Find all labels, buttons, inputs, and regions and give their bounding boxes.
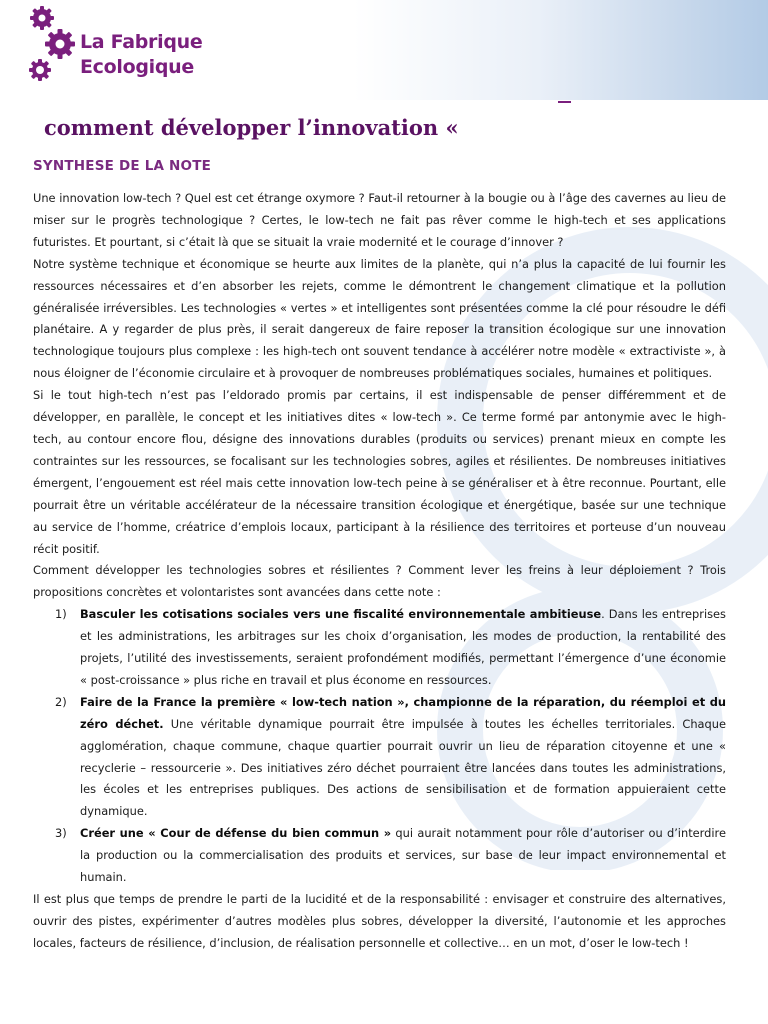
list-item	[33, 823, 726, 889]
proposition-text: Une véritable dynamique pourrait être impulsée à toutes les échelles territoriales. Chaque agglomération, chaque commune, chaque quartier pourrait ouvrir un lieu de réparation citoyenne et une « recyclerie – ressourcerie ». Des initiatives zéro déchet pourraient être lancées dans toutes les administrations, les écoles et les entreprises publiques. Des actions de sensibilisation et de formation appuieraient cette dynamique.	[80, 716, 726, 819]
paragraph-low-tech: Si le tout high-tech n’est pas l’eldorado promis par certains, il est indispensable de penser différemment et de développer, en parallèle, le concept et les initiatives dites « low-tech ». Ce terme formé par antonymie avec le high-tech, au contour encore flou, désigne des innovations durables (produits ou services) prenant mieux en compte les contraintes sur les ressources, se focalisant sur les technologies sobres, agiles et résilientes. De nombreuses initiatives émergent, l’engouement est réel mais cette innovation low-tech peine à se généraliser et à être reconnue. Pourtant, elle pourrait être un véritable accélérateur de la nécessaire transition écologique et énergétique, basée sur une technique au service de l’homme, créatrice d’emplois locaux, participant à la résilience des territoires et porteuse d’un nouveau récit positif.	[33, 388, 726, 556]
section-heading: SYNTHESE DE LA NOTE	[33, 158, 212, 174]
logo-wordmark	[80, 30, 202, 80]
paragraph-question: Comment développer les technologies sobres et résilientes ? Comment lever les freins à leur déploiement ? Trois propositions concrètes et volontaristes sont avancées dans cette note :	[33, 563, 726, 600]
list-item	[33, 692, 726, 823]
header-divider-mark	[558, 101, 571, 103]
document-body	[33, 188, 726, 955]
proposition-title: Basculer les cotisations sociales vers une fiscalité environnementale ambitieuse	[80, 607, 602, 622]
paragraph-conclusion: Il est plus que temps de prendre le parti de la lucidité et de la responsabilité : envisager et construire des alternatives, ouvrir des pistes, expérimenter d’autres modèles plus sobres, développer la diversité, l’autonomie et les approches locales, facteurs de résilience, d’inclusion, de réalisation personnelle et collective… en un mot, d’oser le low-tech !	[33, 892, 726, 950]
logo[interactable]	[18, 2, 216, 90]
list-item	[33, 604, 726, 692]
proposition-text: . Dans les entreprises et les administrations, les arbitrages sur les choix d’organisation, les modes de production, la rentabilité des projets, l’utilité des investissements, seraient profondément modifiés, permettant l’émergence d’une économie « post-croissance » plus riche en travail et plus économe en ressources.	[80, 607, 726, 687]
logo-line-2: Ecologique	[80, 56, 194, 78]
document-title: comment développer l’innovation «	[44, 115, 459, 140]
gears-icon	[24, 6, 80, 88]
list-number: 3)	[55, 826, 67, 841]
proposition-title: Faire de la France la première « low-tech nation », championne de la réparation, du réemploi et du zéro déchet.	[80, 694, 726, 731]
list-number: 2)	[55, 694, 67, 709]
logo-line-1: La Fabrique	[80, 31, 203, 53]
paragraph-context: Notre système technique et économique se heurte aux limites de la planète, qui n’a plus la capacité de lui fournir les ressources nécessaires et d’en absorber les rejets, comme le démontrent le changement climatique et la pollution généralisée irréversibles. Les technologies « vertes » et intelligentes sont présentées comme la clé pour résoudre le défi planétaire. A y regarder de plus près, il serait dangereux de faire reposer la transition écologique sur une innovation technologique toujours plus complexe : les high-tech ont souvent tendance à accélérer notre modèle « extractiviste », à nous éloigner de l’économie circulaire et à provoquer de nombreuses problématiques sociales, humaines et politiques.	[33, 256, 726, 381]
paragraph-intro: Une innovation low-tech ? Quel est cet étrange oxymore ? Faut-il retourner à la bougie ou à l’âge des cavernes au lieu de miser sur le progrès technologique ? Certes, le low-tech ne fait pas rêver comme le high-tech et ses applications futuristes. Et pourtant, si c’était là que se situait la vraie modernité et le courage d’innover ?	[33, 191, 726, 249]
proposition-text: qui aurait notamment pour rôle d’autoriser ou d’interdire la production ou la commercialisation des produits et services, sur base de leur impact environnemental et humain.	[80, 826, 726, 885]
list-number: 1)	[55, 607, 67, 622]
proposition-title: Créer une « Cour de défense du bien commun »	[80, 826, 392, 841]
propositions-list	[33, 604, 726, 889]
